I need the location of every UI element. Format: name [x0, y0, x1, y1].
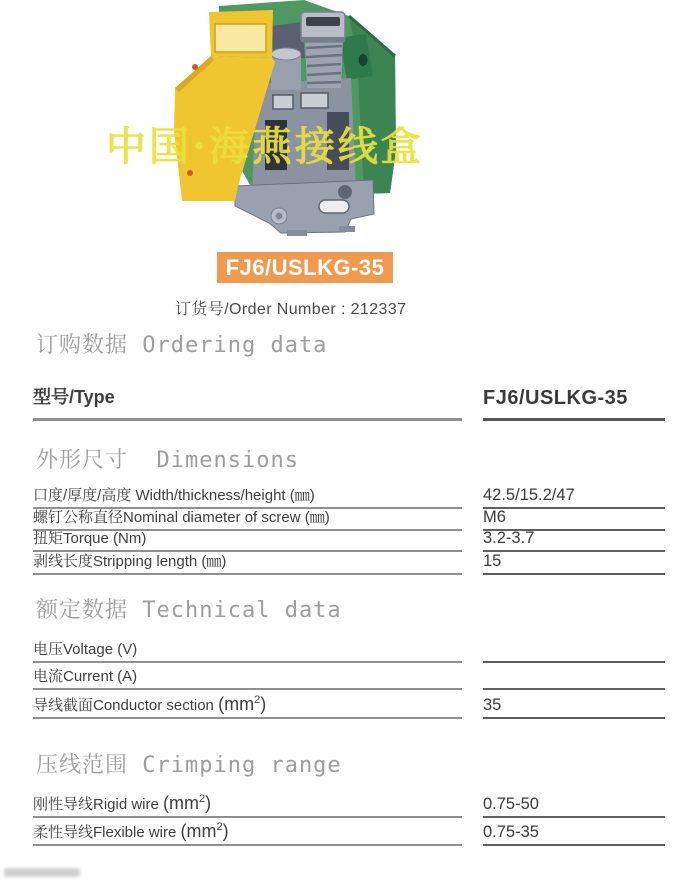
spec-value — [483, 696, 665, 719]
spec-row-type — [33, 382, 665, 421]
row-value: 42.5/15.2/47 — [483, 486, 575, 504]
section-heading-crimping-range: 压线范围 Crimping range — [36, 753, 342, 778]
spec-value — [483, 529, 665, 552]
row-value: 15 — [483, 552, 502, 570]
brand-watermark: 中国·海燕接线盒 — [106, 123, 424, 170]
spec-label — [33, 638, 462, 663]
row-label: 电压Voltage (V) — [33, 641, 138, 658]
row-value: 3.2-3.7 — [483, 529, 535, 547]
row-unit: $(mm^2)$ — [218, 694, 267, 714]
spec-value — [483, 486, 665, 509]
spec-row-conductor-section — [33, 693, 665, 719]
row-label: 螺钉公称直径Nominal diameter of screw (㎜) — [33, 509, 330, 526]
row-label: 剥线长度Stripping length (㎜) — [33, 553, 227, 570]
spec-value — [483, 552, 665, 575]
row-label: 口度/厚度/高度 Width/thickness/height (㎜) — [33, 487, 315, 504]
spec-value — [483, 795, 665, 818]
section-heading-ordering-data: 订购数据 Ordering data — [36, 333, 328, 358]
spec-label — [33, 527, 462, 552]
spec-value — [483, 658, 665, 663]
spec-label — [33, 383, 462, 421]
spec-label — [33, 694, 462, 719]
spec-value — [483, 685, 665, 690]
row-label: 柔性导线Flexible wire — [33, 824, 181, 841]
row-value: 35 — [483, 696, 502, 714]
type-label: 型号/Type — [33, 387, 115, 407]
row-value: 0.75-50 — [483, 795, 539, 813]
row-label: 导线截面Conductor section — [33, 697, 219, 714]
spec-value — [483, 823, 665, 846]
row-label: 电流Current (A) — [33, 668, 138, 685]
cutoff-text-artifact — [4, 868, 80, 877]
spec-row-rigid-wire — [33, 790, 665, 818]
row-value: 0.75-35 — [483, 823, 539, 841]
order-number-line: 订货号/Order Number : 212337 — [175, 301, 407, 318]
spec-row-stripping-length — [33, 551, 665, 575]
spec-label — [33, 821, 462, 846]
spec-row-torque — [33, 528, 665, 552]
spec-row-current — [33, 664, 665, 690]
row-unit: $(mm^2)$ — [180, 821, 229, 841]
spec-label — [33, 793, 462, 818]
section-heading-dimensions: 外形尺寸 Dimensions — [36, 448, 299, 473]
spec-value — [483, 387, 665, 421]
row-value: M6 — [483, 508, 506, 526]
row-label: 扭矩Torque (Nm) — [33, 530, 147, 547]
spec-row-flexible-wire — [33, 818, 665, 846]
row-label: 刚性导线Rigid wire — [33, 796, 164, 813]
row-unit: $(mm^2)$ — [163, 793, 212, 813]
section-heading-technical-data: 额定数据 Technical data — [36, 598, 342, 623]
type-value: FJ6/USLKG-35 — [483, 387, 628, 409]
spec-label — [33, 665, 462, 690]
model-badge: FJ6/USLKG-35 — [217, 252, 393, 283]
spec-row-voltage — [33, 637, 665, 663]
spec-label — [33, 550, 462, 575]
